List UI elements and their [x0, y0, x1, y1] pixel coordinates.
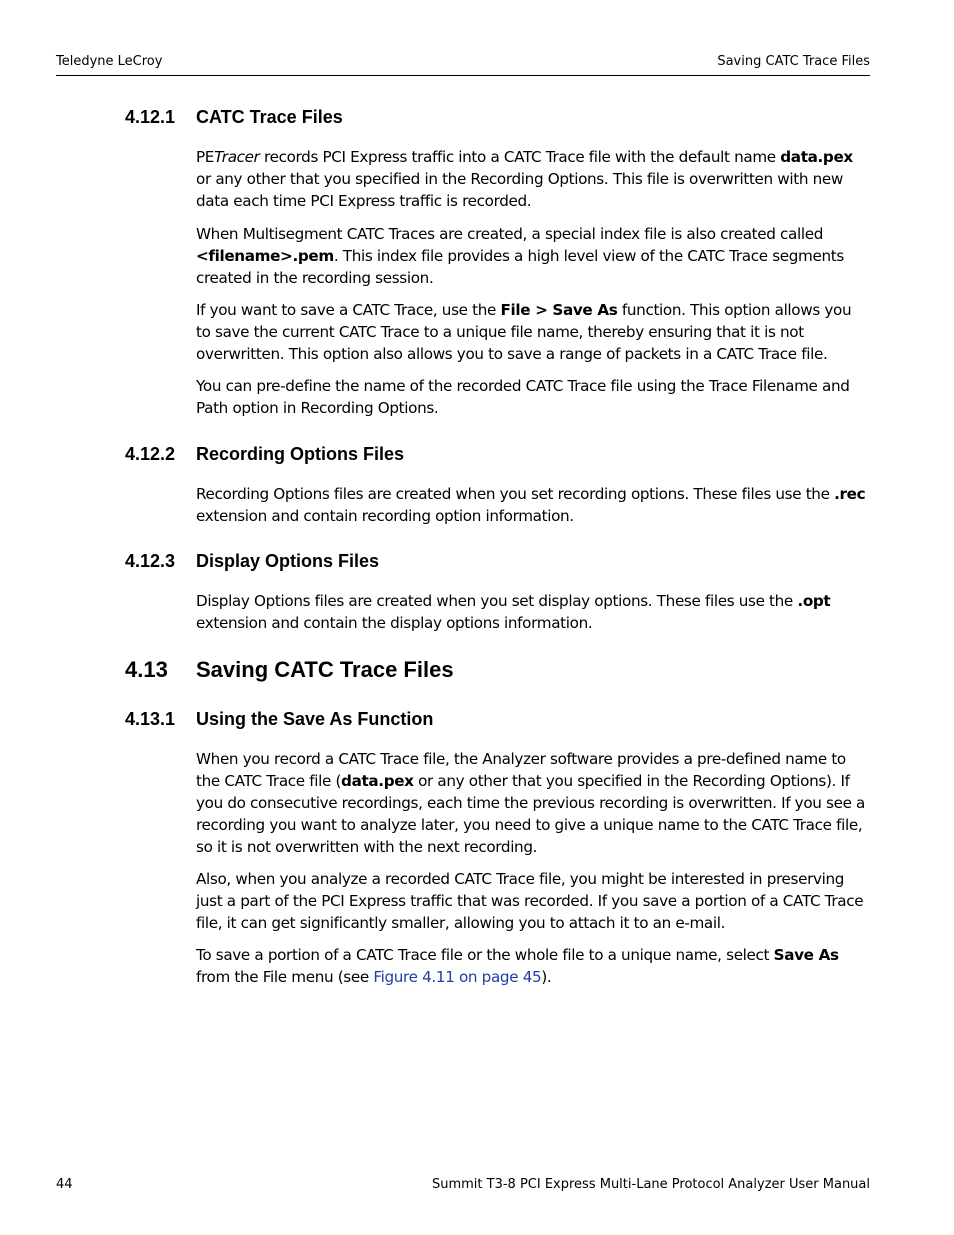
paragraph: Also, when you analyze a recorded CATC Trace file, you might be interested in preserving just a part of the PCI Express traffic that was recorded. If you save a portion of a CATC Trace file, it can get significantly smaller, allowing you to attach it to an e-mail. — [196, 870, 864, 932]
paragraph: If you want to save a CATC Trace, use the File > Save As function. This option allows you to save the current CATC Trace to a unique file name, thereby ensuring that it is not overwritten. This option also allows you to save a range of packets in a CATC Trace file. — [196, 301, 852, 363]
heading-title: Display Options Files — [196, 551, 380, 571]
figure-4-11-link[interactable]: Figure 4.11 on page 45 — [373, 968, 542, 986]
heading-number: 4.12.2 — [125, 444, 176, 464]
paragraph: When you record a CATC Trace file, the Analyzer software provides a pre-defined name to the CATC Trace file (data.pex or any other that you specified in the Recording Options). If you do consecutive recordings, each time the previous recording is overwritten. If you see a recording you want to analyze later, you need to give a unique name to the CATC Trace file, so it is not overwritten with the next recording. — [196, 750, 865, 856]
heading-number: 4.12.1 — [125, 107, 176, 127]
manual-title: Summit T3-8 PCI Express Multi-Lane Protocol Analyzer User Manual — [431, 1177, 870, 1192]
heading-number: 4.13.1 — [125, 709, 176, 729]
heading-4-12-2 — [125, 444, 404, 465]
heading-4-13 — [125, 657, 454, 683]
header-section-title: Saving CATC Trace Files — [717, 54, 870, 69]
page-header — [56, 53, 870, 76]
page-number: 44 — [56, 1177, 73, 1192]
paragraph: When Multisegment CATC Traces are created, a special index file is also created called <filename>.pem. This index file provides a high level view of the CATC Trace segments created in the recording session. — [196, 225, 844, 287]
heading-4-12-3 — [125, 551, 379, 572]
heading-title: Using the Save As Function — [196, 709, 434, 729]
paragraph: PETracer records PCI Express traffic into a CATC Trace file with the default name data.pex or any other that you specified in the Recording Options. This file is overwritten with new data each time PCI Express traffic is recorded. — [196, 148, 853, 210]
heading-title: CATC Trace Files — [196, 107, 343, 127]
paragraph: You can pre-define the name of the recorded CATC Trace file using the Trace Filename and Path option in Recording Options. — [196, 377, 850, 417]
heading-number: 4.13 — [125, 657, 168, 682]
paragraph: To save a portion of a CATC Trace file or the whole file to a unique name, select Save As from the File menu (see Figure 4.11 on page 45). — [196, 946, 839, 986]
heading-title: Saving CATC Trace Files — [196, 657, 454, 682]
heading-number: 4.12.3 — [125, 551, 176, 571]
paragraph: Display Options files are created when you set display options. These files use the .opt extension and contain the display options information. — [196, 592, 831, 632]
heading-title: Recording Options Files — [196, 444, 405, 464]
paragraph: Recording Options files are created when you set recording options. These files use the .rec extension and contain recording option information. — [196, 485, 866, 525]
heading-4-12-1 — [125, 107, 343, 128]
heading-4-13-1 — [125, 709, 433, 730]
header-company: Teledyne LeCroy — [56, 54, 163, 69]
